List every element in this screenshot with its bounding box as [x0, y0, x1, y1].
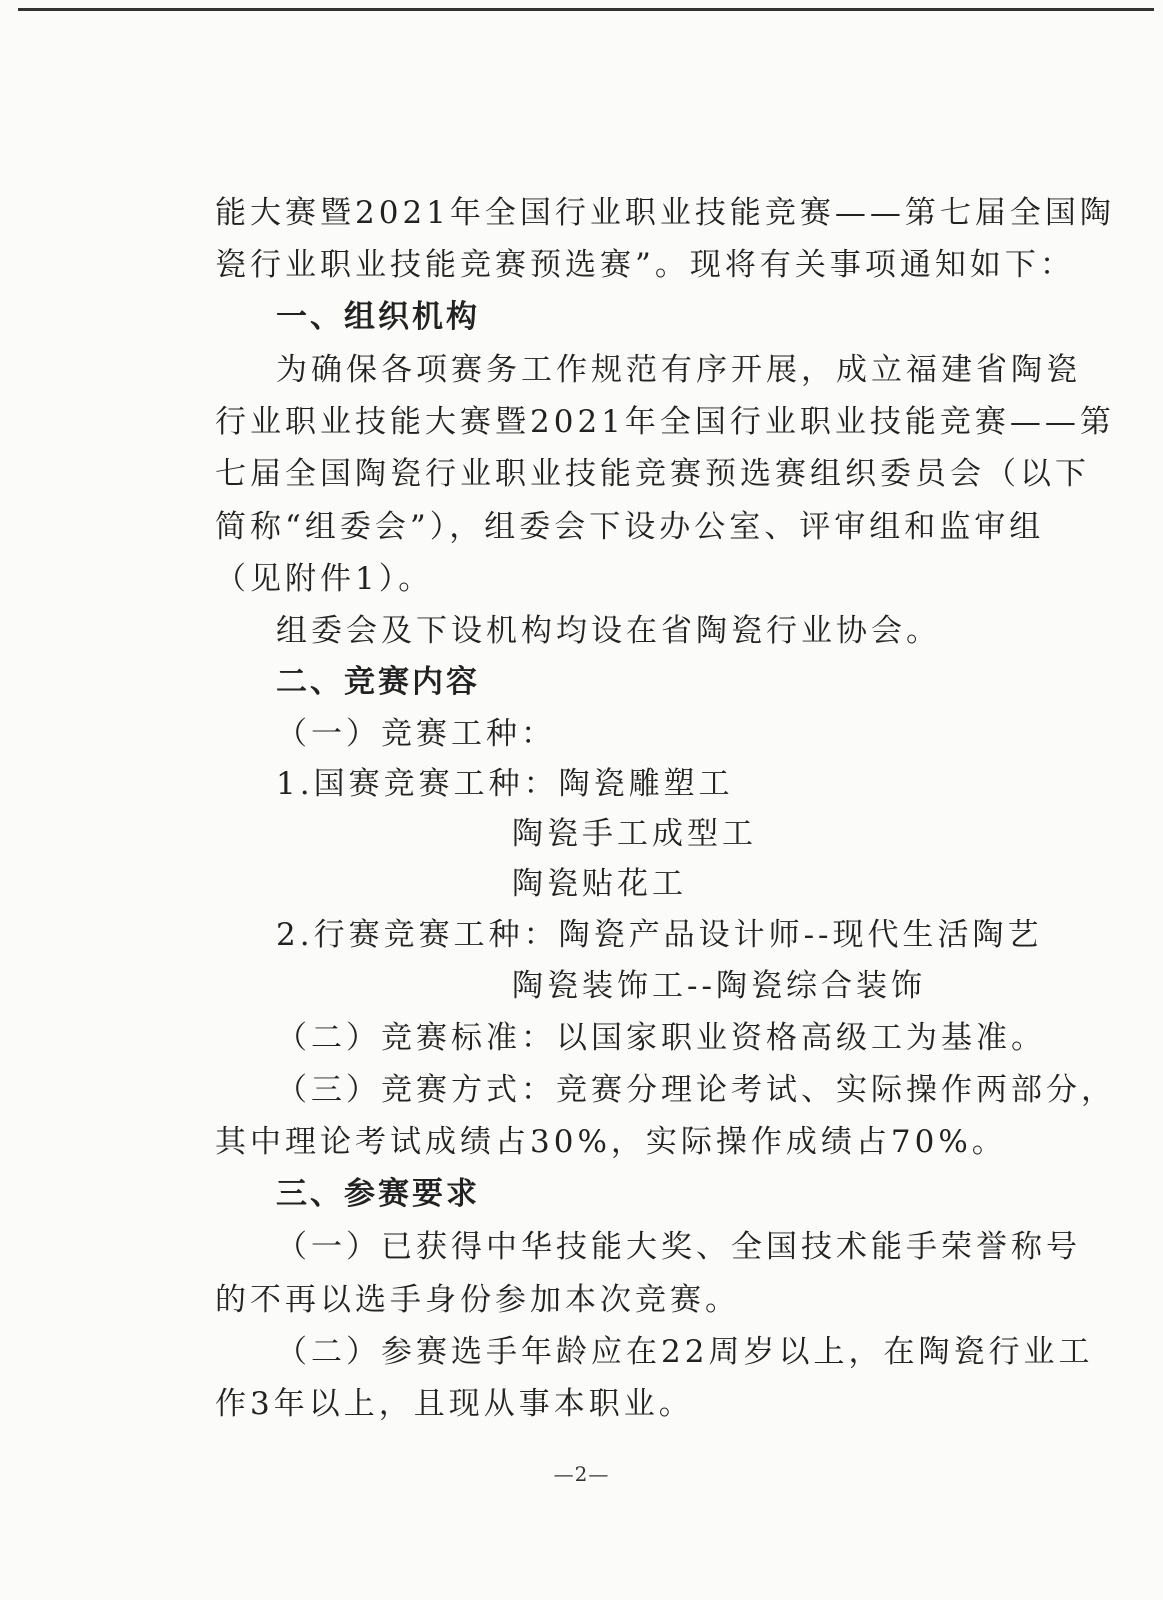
body-text-line: 的不再以选手身份参加本次竞赛。 — [215, 1282, 740, 1318]
list-item: 1.国赛竞赛工种：陶瓷雕塑工 — [276, 766, 734, 802]
page-number: —2— — [553, 1462, 610, 1486]
section-heading-content: 二、竞赛内容 — [276, 664, 480, 700]
body-text-line: 七届全国陶瓷行业职业技能竞赛预选赛组织委员会（以下 — [215, 456, 1090, 492]
body-text-line: 简称“组委会”），组委会下设办公室、评审组和监审组 — [215, 509, 1045, 545]
body-text-line: 组委会及下设机构均设在省陶瓷行业协会。 — [276, 613, 941, 649]
body-text-line: （一）竞赛工种： — [276, 716, 556, 752]
body-text-line: 为确保各项赛务工作规范有序开展，成立福建省陶瓷 — [276, 352, 1081, 388]
body-text-line: （见附件1）。 — [215, 561, 434, 597]
body-text-line: 瓷行业职业技能竞赛预选赛”。现将有关事项通知如下： — [215, 247, 1075, 283]
body-text-line: 能大赛暨2021年全国行业职业技能竞赛——第七届全国陶 — [215, 195, 1115, 231]
list-item: 陶瓷装饰工--陶瓷综合装饰 — [512, 968, 926, 1004]
list-item: 2.行赛竞赛工种：陶瓷产品设计师--现代生活陶艺 — [276, 917, 1043, 953]
body-text-line: 行业职业技能大赛暨2021年全国行业职业技能竞赛——第 — [215, 404, 1115, 440]
list-item: 陶瓷手工成型工 — [512, 816, 757, 852]
section-heading-organization: 一、组织机构 — [276, 299, 480, 335]
body-text-line: （一）已获得中华技能大奖、全国技术能手荣誉称号 — [276, 1229, 1081, 1265]
list-item: 陶瓷贴花工 — [512, 866, 687, 902]
body-text-line: （二）参赛选手年龄应在22周岁以上，在陶瓷行业工 — [276, 1334, 1094, 1370]
top-border-rule — [18, 8, 1154, 11]
section-heading-requirements: 三、参赛要求 — [276, 1176, 480, 1212]
body-text-line: （二）竞赛标准：以国家职业资格高级工为基准。 — [276, 1020, 1046, 1056]
body-text-line: 其中理论考试成绩占30%，实际操作成绩占70%。 — [215, 1124, 1007, 1160]
body-text-line: （三）竞赛方式：竞赛分理论考试、实际操作两部分， — [276, 1072, 1116, 1108]
body-text-line: 作3年以上，且现从事本职业。 — [215, 1386, 694, 1422]
